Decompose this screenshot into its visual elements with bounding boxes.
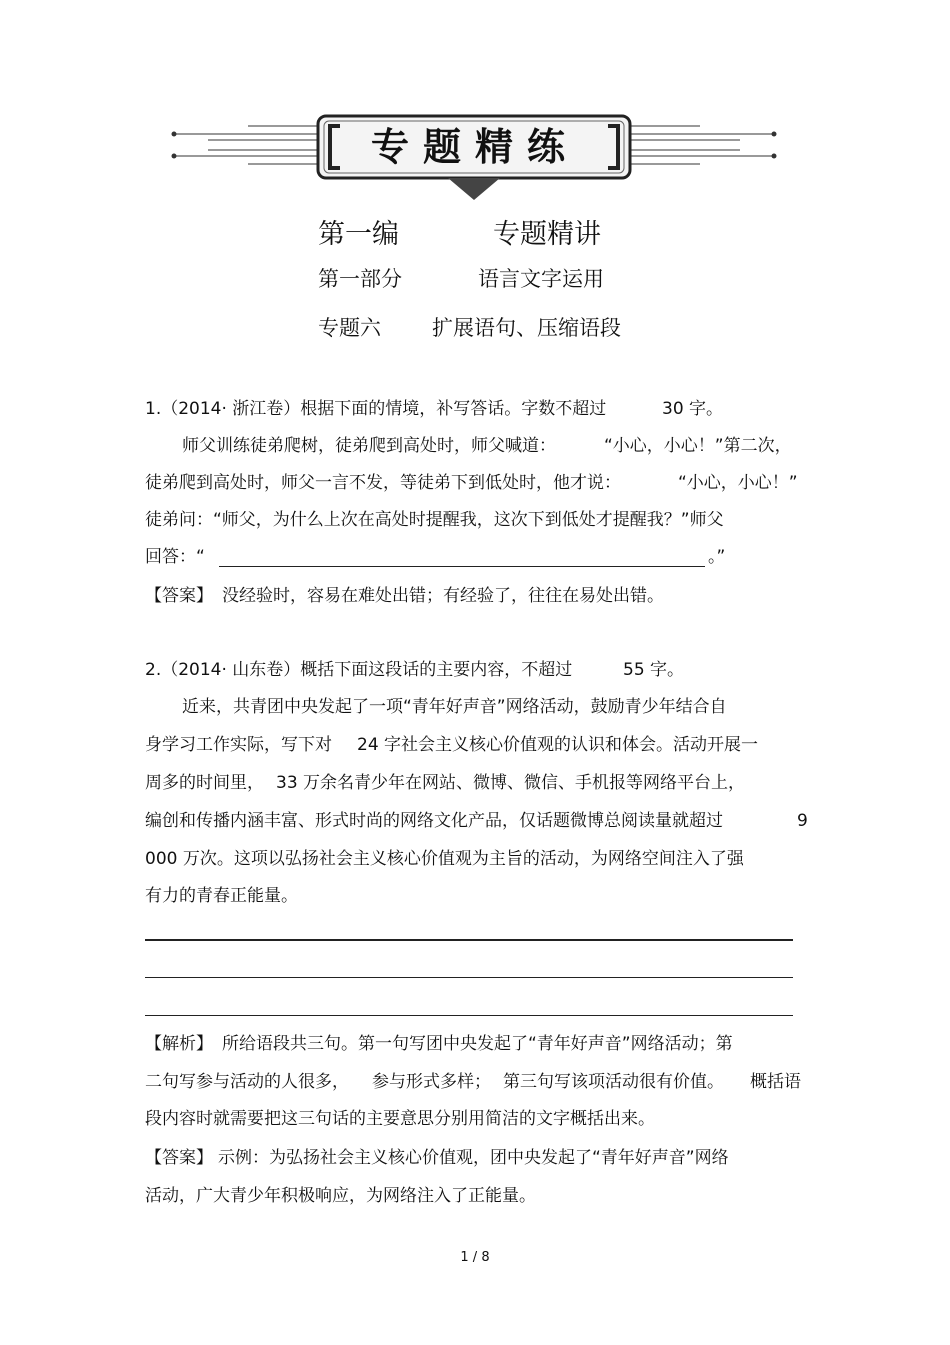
q1-answer-prompt: 回答：“ bbox=[145, 547, 205, 567]
q1-passage-line: 徒弟爬到高处时，师父一言不发，等徒弟下到低处时，他才说： bbox=[145, 473, 621, 493]
q1-passage-line: “小心，小心！” bbox=[678, 473, 798, 493]
q2-analysis-line: 所给语段共三句。第一句写团中央发起了“青年好声音”网络活动；第 bbox=[222, 1034, 733, 1054]
q2-answer-text: 活动，广大青少年积极响应，为网络注入了正能量。 bbox=[145, 1186, 536, 1206]
q2-analysis-line: 段内容时就需要把这三句话的主要意思分别用简洁的文字概括出来。 bbox=[145, 1109, 655, 1129]
edition-title: 专题精讲 bbox=[493, 219, 601, 250]
q1-answer-blank[interactable] bbox=[219, 566, 705, 567]
q2-analysis-line: 二句写参与活动的人很多， bbox=[145, 1072, 349, 1092]
q2-passage-line: 24 字社会主义核心价值观的认识和体会。活动开展一 bbox=[357, 735, 759, 755]
q1-passage-line: 师父训练徒弟爬树，徒弟爬到高处时，师父喊道： bbox=[182, 436, 556, 456]
q2-answer-line[interactable] bbox=[145, 939, 793, 941]
q1-answer-tag: 【答案】 bbox=[145, 586, 213, 606]
q2-passage-line: 000 万次。这项以弘扬社会主义核心价值观为主旨的活动，为网络空间注入了强 bbox=[145, 849, 744, 869]
q2-answer-line[interactable] bbox=[145, 1015, 793, 1016]
q2-passage-line: 近来，共青团中央发起了一项“青年好声音”网络活动，鼓励青少年结合自 bbox=[182, 697, 727, 717]
edition-label: 第一编 bbox=[318, 219, 399, 250]
q1-answer-text: 没经验时，容易在难处出错；有经验了，往往在易处出错。 bbox=[222, 586, 664, 606]
page-number: 1 / 8 bbox=[460, 1250, 490, 1265]
q2-word-limit: 55 字。 bbox=[623, 660, 685, 680]
q2-answer-text: 示例：为弘扬社会主义核心价值观，团中央发起了“青年好声音”网络 bbox=[218, 1148, 729, 1168]
q2-passage-line: 有力的青春正能量。 bbox=[145, 886, 298, 906]
q1-passage-line: 徒弟问：“师父，为什么上次在高处时提醒我，这次下到低处才提醒我？”师父 bbox=[145, 510, 724, 530]
q2-analysis-tag: 【解析】 bbox=[145, 1034, 213, 1054]
q2-passage-line: 编创和传播内涵丰富、形式时尚的网络文化产品，仅话题微博总阅读量就超过 bbox=[145, 811, 723, 831]
topic-label: 专题六 bbox=[318, 316, 381, 340]
topic-title: 扩展语句、压缩语段 bbox=[432, 316, 621, 340]
q1-prompt: 1.（2014· 浙江卷）根据下面的情境，补写答话。字数不超过 bbox=[145, 399, 607, 419]
q2-prompt: 2.（2014· 山东卷）概括下面这段话的主要内容，不超过 bbox=[145, 660, 573, 680]
q2-passage-line: 周多的时间里， bbox=[145, 773, 264, 793]
banner-title: 专题精练 bbox=[370, 124, 579, 169]
part-title: 语言文字运用 bbox=[478, 267, 604, 291]
q2-passage-line: 9 bbox=[797, 811, 808, 831]
q2-answer-tag: 【答案】 bbox=[145, 1148, 213, 1168]
q1-answer-close: 。” bbox=[708, 547, 726, 567]
q2-analysis-line: 第三句写该项活动很有价值。 bbox=[503, 1072, 724, 1092]
q2-passage-line: 身学习工作实际，写下对 bbox=[145, 735, 332, 755]
q2-analysis-line: 参与形式多样； bbox=[372, 1072, 491, 1092]
part-label: 第一部分 bbox=[318, 267, 402, 291]
q2-passage-line: 33 万余名青少年在网站、微博、微信、手机报等网络平台上， bbox=[276, 773, 746, 793]
q1-passage-line: “小心，小心！”第二次， bbox=[604, 436, 792, 456]
q2-answer-line[interactable] bbox=[145, 977, 793, 978]
q2-analysis-line: 概括语 bbox=[750, 1072, 801, 1092]
q1-word-limit: 30 字。 bbox=[662, 399, 724, 419]
